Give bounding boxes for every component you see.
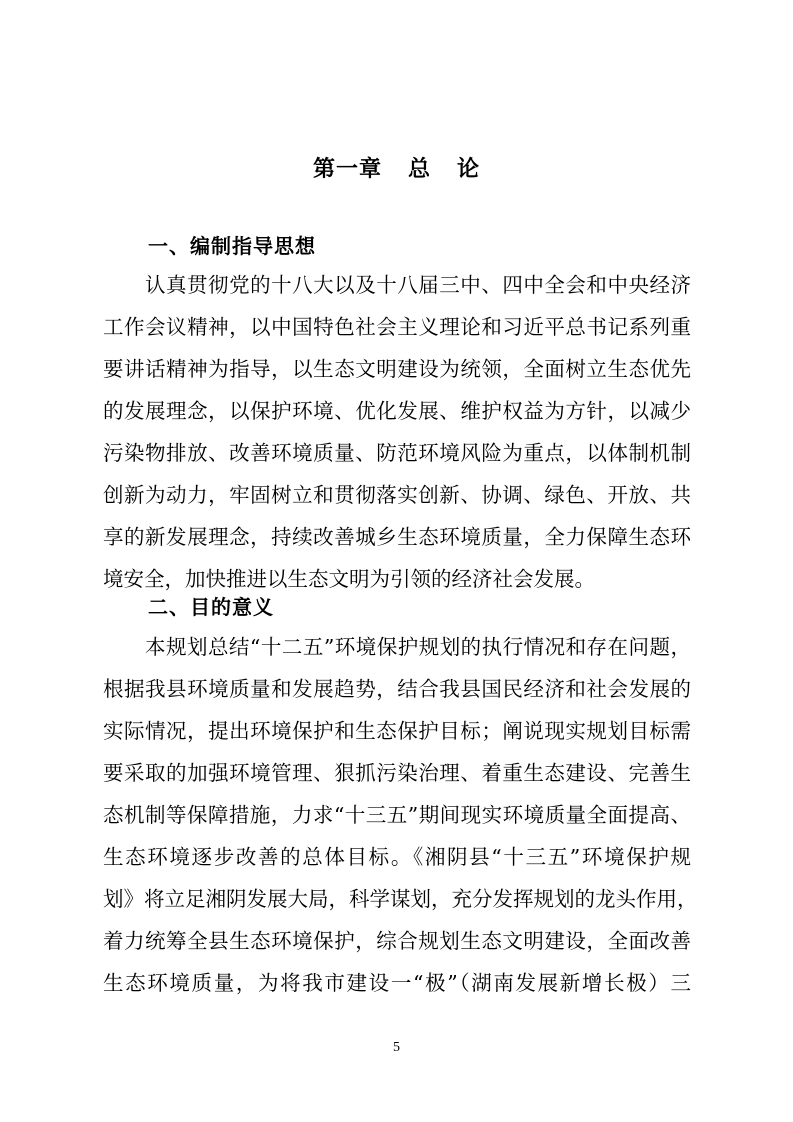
paragraph-line: 根据我县环境质量和发展趋势，结合我县国民经济和社会发展的 bbox=[103, 677, 691, 701]
paragraph-line: 的发展理念，以保护环境、优化发展、维护权益为方针，以减少 bbox=[103, 399, 691, 423]
paragraph-line: 生态环境逐步改善的总体目标。《湘阴县“十三五”环境保护规 bbox=[103, 845, 691, 869]
paragraph-line: 创新为动力，牢固树立和贯彻落实创新、协调、绿色、开放、共 bbox=[103, 483, 691, 507]
paragraph-line: 态机制等保障措施，力求“十三五”期间现实环境质量全面提高、 bbox=[103, 803, 691, 827]
paragraph-line: 污染物排放、改善环境质量、防范环境风险为重点，以体制机制 bbox=[103, 441, 691, 465]
paragraph-line: 享的新发展理念，持续改善城乡生态环境质量，全力保障生态环 bbox=[103, 525, 691, 549]
paragraph-line: 要采取的加强环境管理、狠抓污染治理、着重生态建设、完善生 bbox=[103, 761, 691, 785]
paragraph-line: 要讲话精神为指导，以生态文明建设为统领，全面树立生态优先 bbox=[103, 357, 691, 381]
paragraph-line: 本规划总结“十二五”环境保护规划的执行情况和存在问题， bbox=[145, 635, 691, 659]
section-heading-guiding-ideology: 一、编制指导思想 bbox=[148, 234, 316, 258]
paragraph-line: 划》将立足湘阴发展大局，科学谋划，充分发挥规划的龙头作用， bbox=[103, 887, 698, 911]
paragraph-line: 生态环境质量，为将我市建设一“极”（湖南发展新增长极）三 bbox=[103, 971, 691, 995]
paragraph-line: 工作会议精神，以中国特色社会主义理论和习近平总书记系列重 bbox=[103, 315, 691, 339]
section-heading-purpose-significance: 二、目的意义 bbox=[148, 595, 274, 619]
chapter-title: 第一章 总 论 bbox=[313, 157, 480, 182]
page-number: 5 bbox=[393, 1040, 400, 1055]
paragraph-line: 实际情况，提出环境保护和生态保护目标；阐说现实规划目标需 bbox=[103, 719, 691, 743]
paragraph-line: 境安全，加快推进以生态文明为引领的经济社会发展。 bbox=[103, 567, 595, 591]
paragraph-line: 着力统筹全县生态环境保护，综合规划生态文明建设，全面改善 bbox=[103, 929, 691, 953]
paragraph-line: 认真贯彻党的十八大以及十八届三中、四中全会和中央经济 bbox=[145, 273, 691, 297]
